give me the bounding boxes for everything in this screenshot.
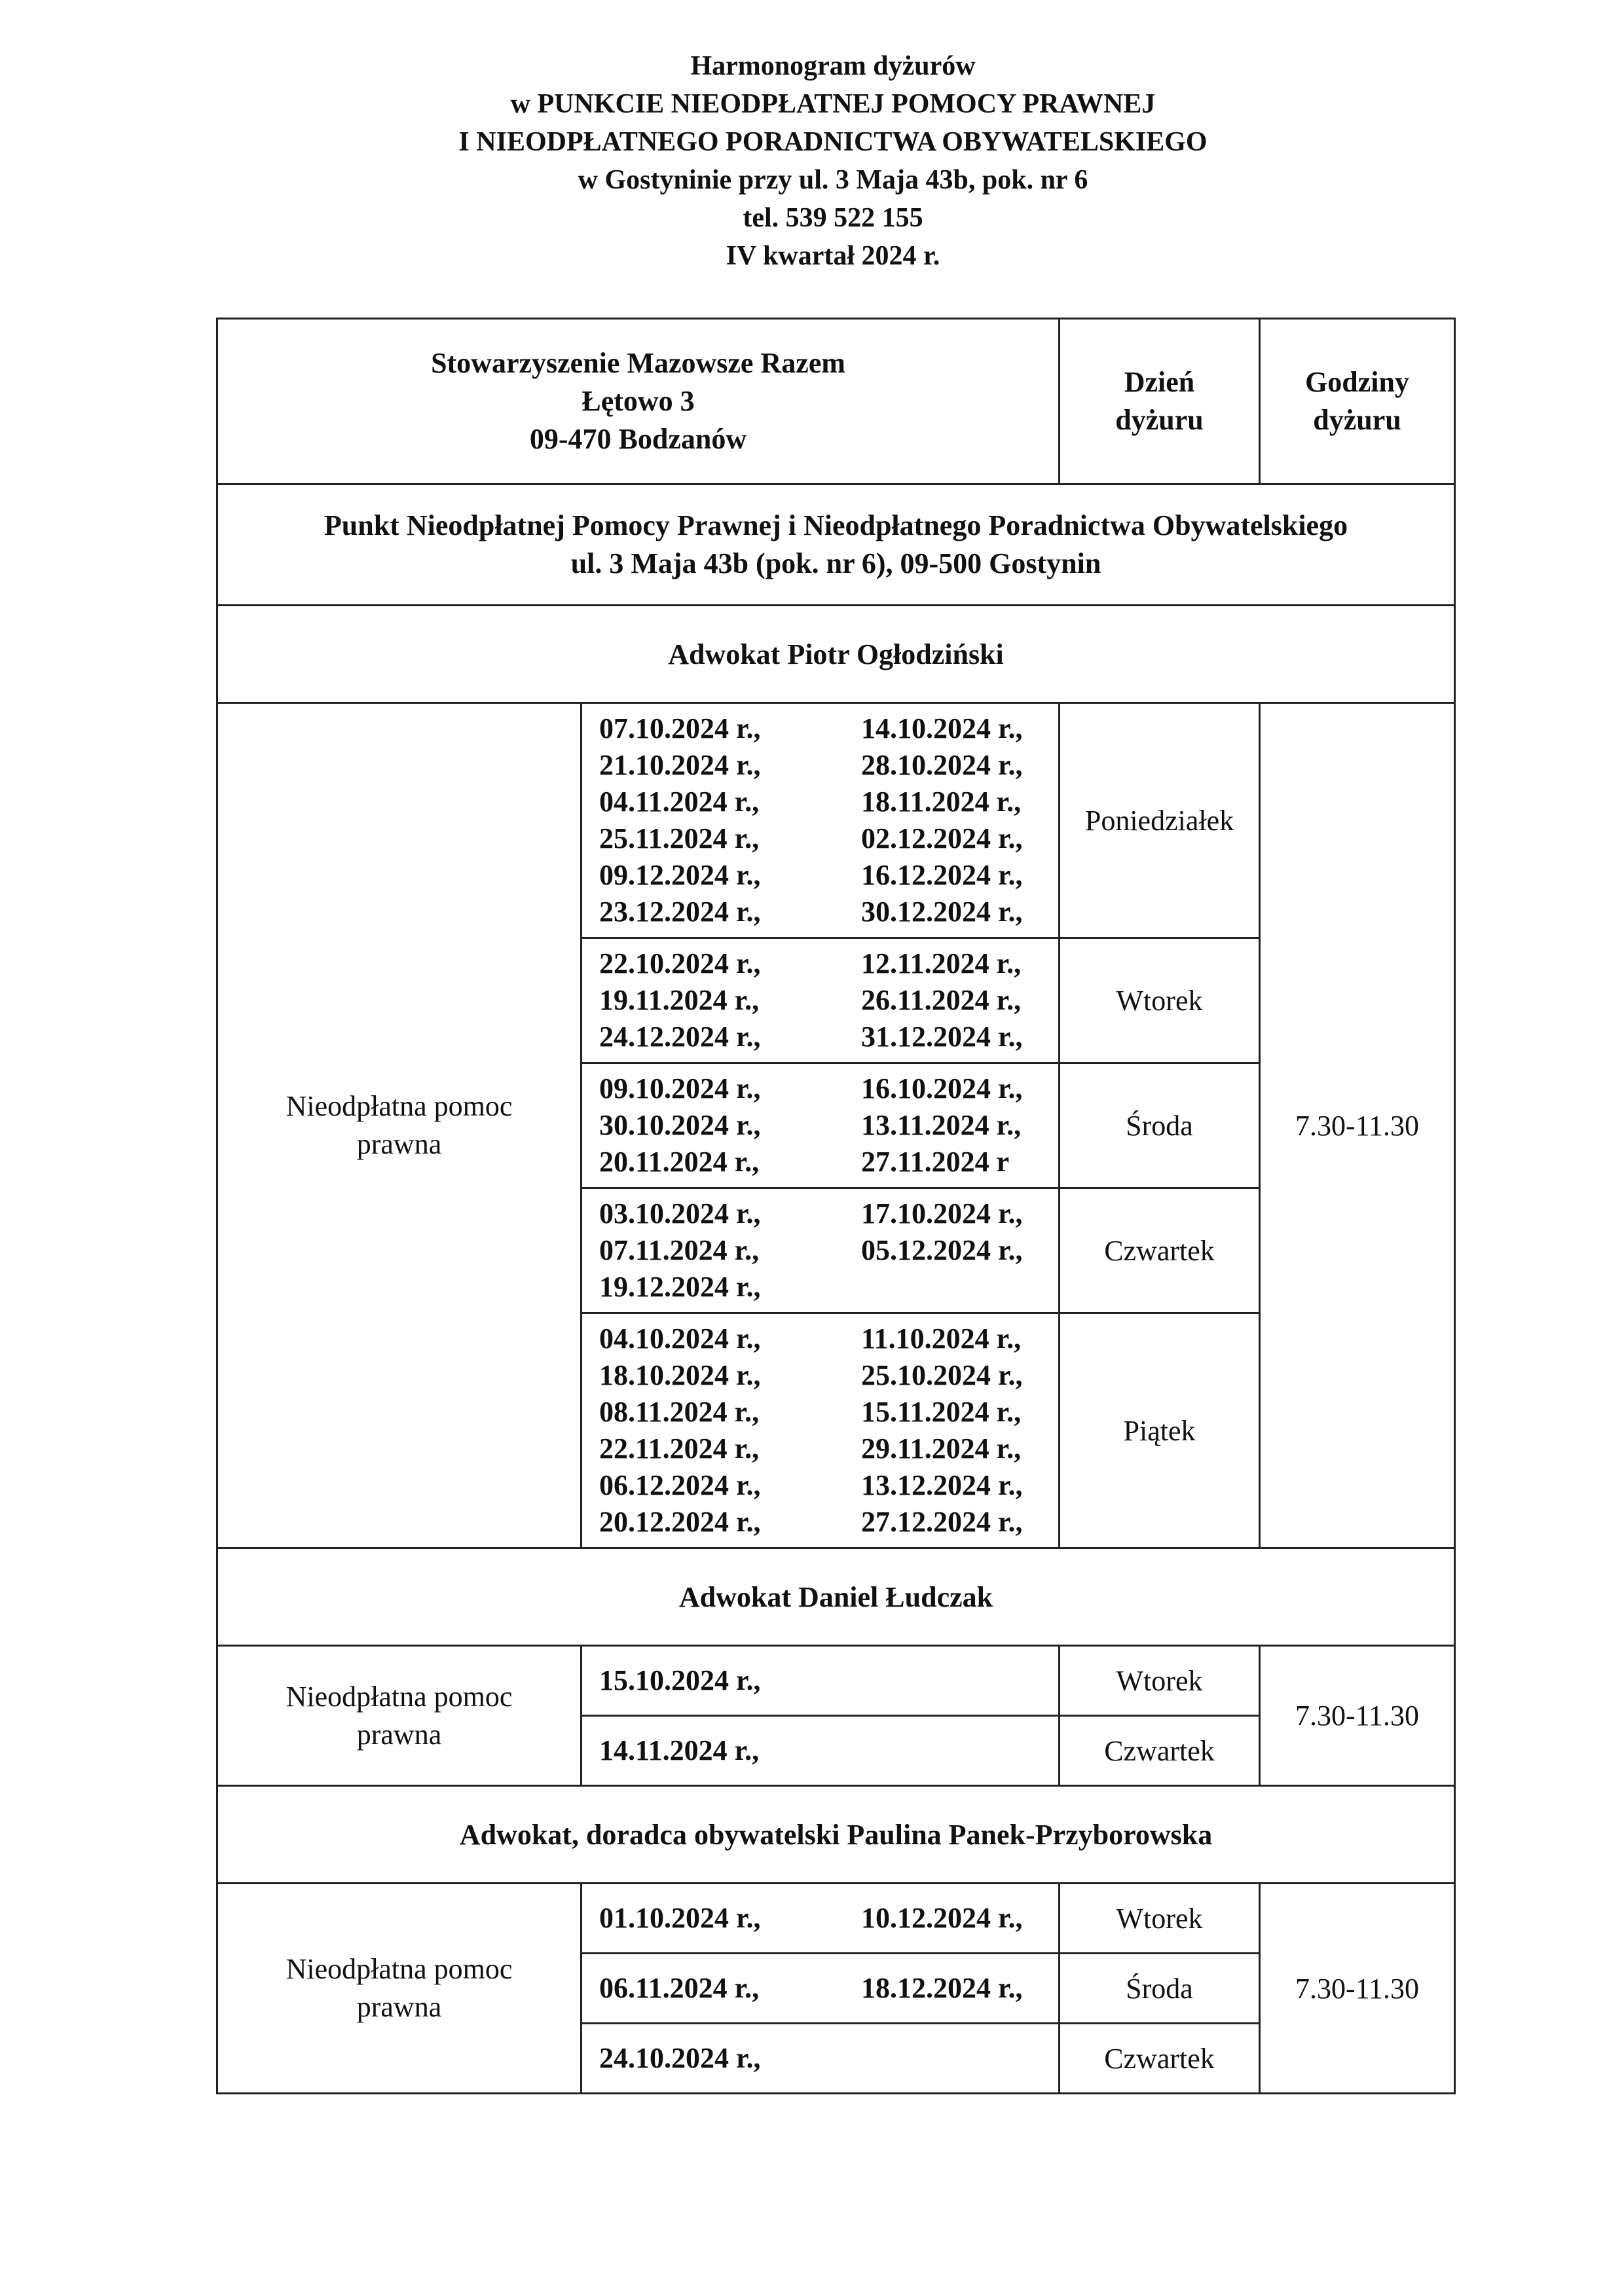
date-value: 22.11.2024 r., <box>599 1432 760 1465</box>
date-pair <box>599 1070 1058 1107</box>
hours-header-line-2: dyżuru <box>1313 404 1401 436</box>
service-line: prawna <box>356 1718 442 1751</box>
header-title: Harmonogram dyżurów <box>690 51 976 81</box>
schedule-row <box>217 703 1455 938</box>
date-pair <box>599 784 1058 820</box>
date-value: 24.10.2024 r., <box>599 2042 761 2074</box>
schedule-sheet <box>216 318 1454 2094</box>
date-pair <box>599 1232 1058 1269</box>
date-value: 04.10.2024 r., <box>599 1322 761 1355</box>
date-value: 09.12.2024 r., <box>599 859 761 891</box>
date-value: 09.10.2024 r., <box>599 1072 761 1104</box>
service-line: Nieodpłatna pomoc <box>286 1090 513 1122</box>
date-pair <box>599 1504 1058 1540</box>
weekday-label: Wtorek <box>1060 938 1260 1063</box>
date-value: 04.11.2024 r., <box>599 786 760 818</box>
service-type <box>217 1884 581 2094</box>
date-value: 18.10.2024 r., <box>599 1359 761 1391</box>
date-value: 23.12.2024 r., <box>599 896 761 928</box>
date-pair <box>599 1107 1058 1144</box>
date-value: 08.11.2024 r., <box>599 1396 760 1428</box>
dates-cell <box>581 938 1060 1063</box>
date-value: 21.10.2024 r., <box>599 749 761 781</box>
lawyer-row <box>217 606 1455 703</box>
service-line: Nieodpłatna pomoc <box>286 1680 513 1713</box>
dates-cell <box>581 1313 1060 1548</box>
organization-name: Stowarzyszenie Mazowsze Razem <box>431 347 845 379</box>
lawyer-row <box>217 1548 1455 1646</box>
organization-cell <box>217 319 1060 484</box>
dates-cell <box>581 1954 1060 2024</box>
date-value: 03.10.2024 r., <box>599 1197 761 1230</box>
weekday-label: Czwartek <box>1060 1716 1260 1786</box>
dates-cell <box>581 1716 1060 1786</box>
date-value: 07.10.2024 r., <box>599 712 761 744</box>
table-header-row <box>217 319 1455 484</box>
service-type <box>217 1646 581 1786</box>
date-value: 18.11.2024 r., <box>861 786 1022 818</box>
header-line-poradnictwa: I NIEODPŁATNEGO PORADNICTWA OBYWATELSKIEGO <box>458 127 1208 157</box>
date-value: 24.12.2024 r., <box>599 1021 761 1053</box>
date-pair <box>599 1195 1058 1232</box>
date-value: 25.10.2024 r., <box>861 1359 1023 1391</box>
date-value: 06.12.2024 r., <box>599 1469 761 1501</box>
dates-cell <box>581 2024 1060 2094</box>
date-pair <box>599 1269 1058 1305</box>
organization-city: 09-470 Bodzanów <box>529 423 747 455</box>
punkt-address: ul. 3 Maja 43b (pok. nr 6), 09-500 Gostynin <box>570 547 1101 579</box>
date-value: 29.11.2024 r., <box>861 1432 1022 1465</box>
date-value: 25.11.2024 r., <box>599 822 760 854</box>
dates-cell <box>581 1188 1060 1313</box>
lawyer-name: Adwokat Piotr Ogłodziński <box>217 606 1455 703</box>
date-value: 01.10.2024 r., <box>599 1902 761 1934</box>
date-value: 07.11.2024 r., <box>599 1234 760 1266</box>
date-value: 27.11.2024 r <box>861 1146 1010 1178</box>
service-type <box>217 703 581 1548</box>
date-value: 18.12.2024 r., <box>861 1972 1023 2004</box>
header-phone: tel. 539 522 155 <box>743 203 923 233</box>
date-value: 14.10.2024 r., <box>861 712 1023 744</box>
punkt-name: Punkt Nieodpłatnej Pomocy Prawnej i Nieodpłatnego Poradnictwa Obywatelskiego <box>323 509 1348 541</box>
punkt-cell <box>217 484 1455 606</box>
date-value: 17.10.2024 r., <box>861 1197 1023 1230</box>
lawyer-name: Adwokat Daniel Łudczak <box>217 1548 1455 1646</box>
document-header <box>0 47 1624 275</box>
hours-value: 7.30-11.30 <box>1260 1646 1455 1786</box>
date-value: 15.10.2024 r., <box>599 1664 761 1696</box>
date-pair <box>599 1019 1058 1055</box>
date-pair <box>599 1970 1058 2007</box>
punkt-row <box>217 484 1455 606</box>
dates-cell <box>581 703 1060 938</box>
date-pair <box>599 1430 1058 1467</box>
date-value: 05.12.2024 r., <box>861 1234 1023 1266</box>
date-pair <box>599 894 1058 930</box>
date-value: 30.10.2024 r., <box>599 1109 761 1141</box>
organization-street: Łętowo 3 <box>581 385 695 417</box>
hours-value: 7.30-11.30 <box>1260 703 1455 1548</box>
date-pair <box>599 1900 1058 1937</box>
schedule-row <box>217 1646 1455 1716</box>
date-value: 15.11.2024 r., <box>861 1396 1022 1428</box>
weekday-label: Piątek <box>1060 1313 1260 1548</box>
dates-cell <box>581 1646 1060 1716</box>
dates-cell <box>581 1063 1060 1188</box>
header-address: w Gostyninie przy ul. 3 Maja 43b, pok. nr 6 <box>578 165 1088 195</box>
date-value: 11.10.2024 r., <box>861 1322 1022 1355</box>
date-pair <box>599 747 1058 784</box>
service-line: prawna <box>356 1128 442 1160</box>
date-pair <box>599 857 1058 894</box>
date-value: 02.12.2024 r., <box>861 822 1023 854</box>
date-pair <box>599 1732 1058 1769</box>
dates-cell <box>581 1884 1060 1954</box>
date-value: 22.10.2024 r., <box>599 947 761 979</box>
weekday-label: Czwartek <box>1060 2024 1260 2094</box>
date-value: 20.11.2024 r., <box>599 1146 760 1178</box>
day-header-line-2: dyżuru <box>1115 404 1204 436</box>
date-value: 19.11.2024 r., <box>599 984 760 1016</box>
date-value: 31.12.2024 r., <box>861 1021 1023 1053</box>
schedule-table <box>216 318 1456 2094</box>
hours-header <box>1260 319 1455 484</box>
header-line-punkt: w PUNKCIE NIEODPŁATNEJ POMOCY PRAWNEJ <box>510 89 1156 119</box>
date-value: 12.11.2024 r., <box>861 947 1022 979</box>
date-pair <box>599 1394 1058 1430</box>
date-pair <box>599 1321 1058 1357</box>
date-value: 06.11.2024 r., <box>599 1972 760 2004</box>
lawyer-name: Adwokat, doradca obywatelski Paulina Panek-Przyborowska <box>217 1786 1455 1884</box>
date-pair <box>599 2040 1058 2077</box>
date-value: 14.11.2024 r., <box>599 1734 760 1766</box>
hours-value: 7.30-11.30 <box>1260 1884 1455 2094</box>
date-pair <box>599 1467 1058 1504</box>
date-value: 30.12.2024 r., <box>861 896 1023 928</box>
lawyer-sections <box>217 606 1455 2094</box>
day-header-line-1: Dzień <box>1124 366 1195 398</box>
date-value: 10.12.2024 r., <box>861 1902 1023 1934</box>
service-line: prawna <box>356 1991 442 2023</box>
date-pair <box>599 1357 1058 1394</box>
date-pair <box>599 1144 1058 1180</box>
date-value: 27.12.2024 r., <box>861 1506 1023 1538</box>
date-value: 16.12.2024 r., <box>861 859 1023 891</box>
weekday-label: Czwartek <box>1060 1188 1260 1313</box>
date-value: 19.12.2024 r., <box>599 1271 761 1303</box>
lawyer-row <box>217 1786 1455 1884</box>
date-pair <box>599 1662 1058 1699</box>
weekday-label: Wtorek <box>1060 1646 1260 1716</box>
weekday-label: Wtorek <box>1060 1884 1260 1954</box>
date-value: 16.10.2024 r., <box>861 1072 1023 1104</box>
day-header <box>1060 319 1260 484</box>
hours-header-line-1: Godziny <box>1305 366 1409 398</box>
weekday-label: Poniedziałek <box>1060 703 1260 938</box>
date-value: 13.12.2024 r., <box>861 1469 1023 1501</box>
date-value: 28.10.2024 r., <box>861 749 1023 781</box>
header-quarter: IV kwartał 2024 r. <box>726 241 940 271</box>
weekday-label: Środa <box>1060 1954 1260 2024</box>
date-pair <box>599 820 1058 857</box>
date-value: 13.11.2024 r., <box>861 1109 1022 1141</box>
date-pair <box>599 710 1058 747</box>
schedule-row <box>217 1884 1455 1954</box>
weekday-label: Środa <box>1060 1063 1260 1188</box>
service-line: Nieodpłatna pomoc <box>286 1953 513 1985</box>
date-value: 26.11.2024 r., <box>861 984 1022 1016</box>
date-value: 20.12.2024 r., <box>599 1506 761 1538</box>
date-pair <box>599 945 1058 982</box>
date-pair <box>599 982 1058 1019</box>
